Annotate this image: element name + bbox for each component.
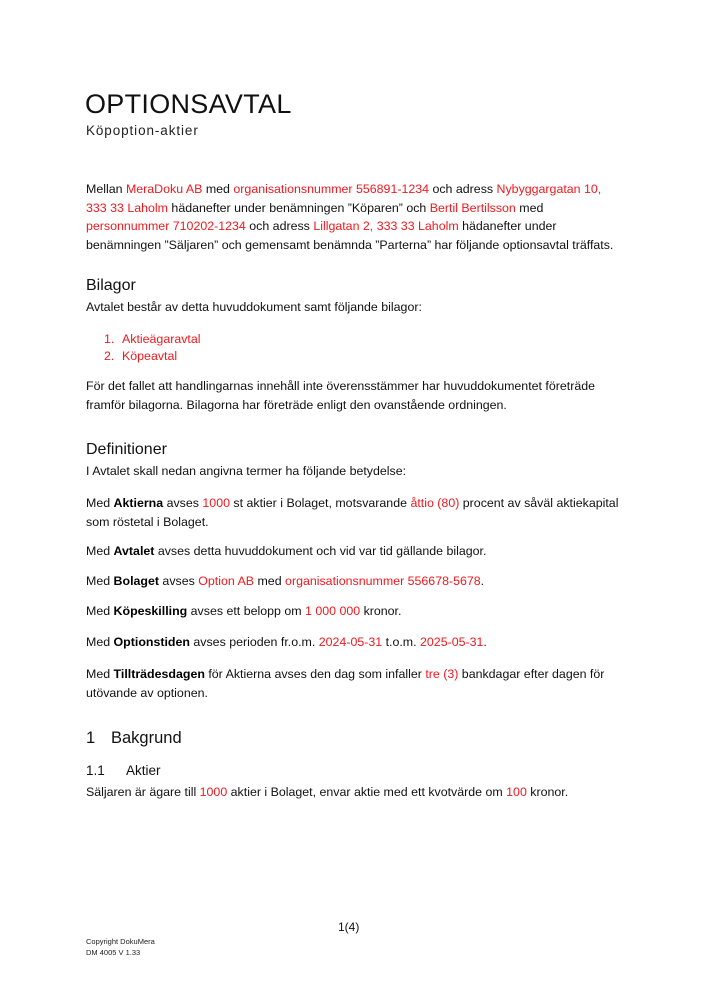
text: och adress	[429, 182, 497, 196]
section-1-1-text	[86, 783, 646, 802]
variable-value: 2025-05-31	[420, 635, 484, 649]
footer-copyright: Copyright DokuMera	[86, 937, 155, 946]
page-number: 1(4)	[338, 920, 360, 934]
defined-term: Bolaget	[113, 574, 159, 588]
document-title: OPTIONSAVTAL	[85, 89, 292, 119]
definition-avtalet	[86, 542, 646, 561]
text: med	[202, 182, 234, 196]
definition-bolaget	[86, 572, 646, 591]
definitioner-heading: Definitioner	[86, 441, 167, 458]
defined-term: Köpeskilling	[113, 604, 188, 618]
list-item	[104, 348, 201, 365]
list-label: Köpeavtal	[122, 349, 178, 363]
text: avses	[158, 574, 199, 588]
definition-tilltradesdagen	[86, 665, 646, 702]
text: benämningen ”Säljaren” och gemensamt benämnda ”Parterna” har följande optionsavtal träffats.	[86, 237, 614, 252]
buyer-orgnr: organisationsnummer 556891-1234	[233, 182, 430, 196]
text: Säljaren är ägare till	[86, 785, 200, 799]
text: avses ett belopp om	[187, 604, 305, 618]
text: Med	[86, 667, 114, 681]
text: Med	[86, 635, 114, 649]
defined-term: Tillträdesdagen	[113, 667, 205, 681]
definition-optionstiden	[86, 633, 646, 652]
seller-address: Lillgatan 2, 333 33 Laholm	[313, 219, 459, 234]
section-number: 1	[86, 729, 96, 747]
intro-paragraph	[86, 180, 646, 254]
list-number: 2.	[104, 349, 115, 363]
section-1-heading	[86, 727, 182, 749]
bilagor-list	[104, 331, 201, 365]
seller-name: Bertil Bertilsson	[429, 200, 516, 215]
text: utövande av optionen.	[86, 685, 208, 700]
variable-value: 1000	[199, 785, 228, 799]
list-number: 1.	[104, 332, 115, 346]
text: t.o.m.	[382, 635, 421, 649]
text: Med	[86, 496, 114, 510]
text: hädanefter under	[458, 219, 557, 234]
text: framför bilagorna. Bilagorna har företräde enligt den ovanstående ordningen.	[86, 397, 507, 412]
text: avses detta huvuddokument och vid var tid gällande bilagor.	[154, 544, 487, 558]
text: bankdagar efter dagen för	[458, 667, 605, 681]
defined-term: Optionstiden	[113, 635, 190, 649]
text: Med	[86, 544, 114, 558]
variable-value: Option AB	[198, 574, 255, 588]
text: Mellan	[86, 182, 126, 196]
seller-pnr: personnummer 710202-1234	[86, 219, 246, 234]
text: som röstetal i Bolaget.	[86, 514, 209, 529]
section-1-1-heading	[86, 762, 161, 780]
variable-value: 1000	[202, 496, 230, 510]
defined-term: Aktierna	[113, 496, 164, 510]
text: avses	[163, 496, 203, 510]
variable-value: organisationsnummer 556678-5678	[285, 574, 481, 588]
list-item	[104, 331, 201, 348]
text: aktier i Bolaget, envar aktie med ett kvotvärde om	[227, 785, 507, 799]
buyer-name: MeraDoku AB	[125, 182, 203, 196]
definitioner-lead: I Avtalet skall nedan angivna termer ha följande betydelse:	[86, 464, 407, 478]
text: Med	[86, 604, 114, 618]
definition-aktierna	[86, 494, 646, 531]
section-number: 1.1	[86, 763, 105, 778]
variable-value: 2024-05-31	[318, 635, 383, 649]
bilagor-precedence	[86, 377, 646, 414]
section-title: Aktier	[126, 763, 161, 778]
definition-kopeskilling	[86, 602, 646, 621]
text: för Aktierna avses den dag som infaller	[204, 667, 426, 681]
bilagor-heading: Bilagor	[86, 277, 136, 294]
buyer-address-line2: 333 33 Laholm	[86, 200, 168, 215]
variable-value: tre (3)	[425, 667, 459, 681]
variable-value: 100	[506, 785, 527, 799]
text: avses perioden fr.o.m.	[189, 635, 319, 649]
text: med	[254, 574, 286, 588]
text: st aktier i Bolaget, motsvarande	[229, 496, 411, 510]
text: hädanefter under benämningen ”Köparen” och	[167, 200, 430, 215]
variable-value: åttio (80)	[410, 496, 460, 510]
document-subtitle: Köpoption-aktier	[86, 123, 199, 138]
text: För det fallet att handlingarnas innehåll inte överensstämmer har huvuddokumentet företräde	[86, 379, 596, 393]
bilagor-lead: Avtalet består av detta huvuddokument samt följande bilagor:	[86, 300, 422, 314]
list-label: Aktieägaravtal	[122, 332, 201, 346]
text: .	[480, 574, 485, 588]
text: .	[483, 635, 487, 649]
text: och adress	[245, 219, 314, 234]
defined-term: Avtalet	[113, 544, 155, 558]
text: Med	[86, 574, 114, 588]
text: med	[515, 200, 544, 215]
text: kronor.	[526, 785, 569, 799]
buyer-address-line1: Nybyggargatan 10,	[496, 182, 602, 196]
footer-version: DM 4005 V 1.33	[86, 948, 141, 957]
section-title: Bakgrund	[111, 729, 182, 747]
text: kronor.	[360, 604, 402, 618]
text: procent av såväl aktiekapital	[459, 496, 619, 510]
variable-value: 1 000 000	[305, 604, 361, 618]
